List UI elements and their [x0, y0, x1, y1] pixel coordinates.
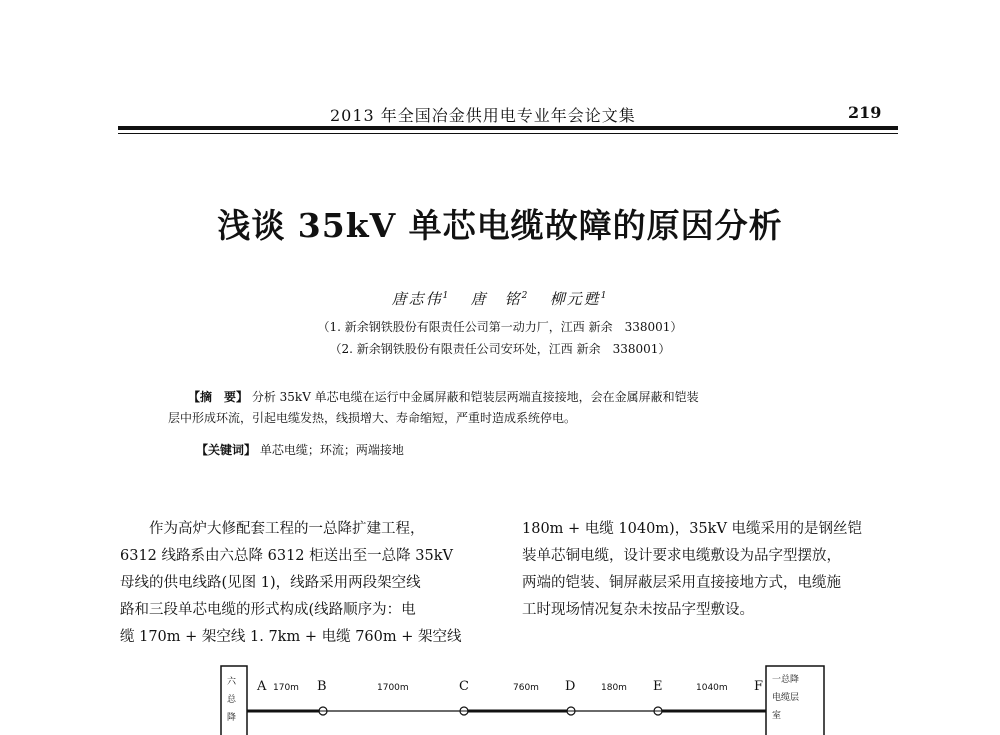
page-number: 219	[848, 103, 882, 122]
abstract-line-2: 层中形成环流，引起电缆发热，线损增大、寿命缩短，严重时造成系统停电。	[168, 411, 577, 425]
point-label-d: D	[565, 679, 576, 694]
segment-length: 760m	[513, 683, 539, 693]
point-label-b: B	[317, 679, 327, 694]
affiliation-2: （2. 新余钢铁股份有限责任公司安环处，江西 新余 338001）	[329, 342, 671, 356]
segment-length: 1700m	[377, 683, 409, 693]
body-column-left	[120, 516, 505, 651]
author-sup: 1	[442, 291, 451, 301]
body-line: 180m + 电缆 1040m)，35kV 电缆采用的是钢丝铠	[522, 521, 863, 537]
point-label-e: E	[653, 679, 663, 694]
body-line: 路和三段单芯电缆的形式构成(线路顺序为：电	[120, 602, 416, 618]
line-route-diagram	[220, 662, 828, 735]
junction-e-icon	[654, 707, 662, 715]
body-line: 6312 线路系由六总降 6312 柜送出至一总降 35kV	[120, 548, 453, 564]
right-box-label: 电缆层	[772, 693, 800, 703]
author-sup: 2	[521, 291, 530, 301]
left-box-char: 六	[227, 677, 237, 687]
paper-title: 浅谈 35kV 单芯电缆故障的原因分析	[217, 206, 783, 245]
keywords-label: 【关键词】	[196, 443, 257, 457]
author-list	[0, 288, 1000, 309]
right-box-label: 室	[772, 711, 782, 721]
right-box-label: 一总降	[772, 675, 800, 685]
keywords	[196, 441, 404, 458]
body-line: 母线的供电线路(见图 1)，线路采用两段架空线	[120, 575, 421, 591]
abstract	[168, 387, 848, 429]
header-rule-thin	[118, 133, 898, 134]
abstract-label: 【摘 要】	[188, 390, 249, 404]
segment-length: 1040m	[696, 683, 728, 693]
author-name: 唐 铭	[470, 290, 522, 308]
author-name: 柳元甦	[549, 290, 601, 308]
junction-d-icon	[567, 707, 575, 715]
author-name: 唐志伟	[391, 290, 443, 308]
left-box-char: 降	[227, 713, 237, 723]
affiliation-1: （1. 新余钢铁股份有限责任公司第一动力厂，江西 新余 338001）	[317, 320, 683, 334]
abstract-line-1: 分析 35kV 单芯电缆在运行中金属屏蔽和铠装层两端直接接地，会在金属屏蔽和铠装	[251, 390, 699, 404]
left-box-char: 总	[227, 695, 237, 705]
body-line: 装单芯铜电缆，设计要求电缆敷设为品字型摆放，	[522, 548, 841, 564]
author-sup: 1	[600, 291, 609, 301]
point-label-c: C	[459, 679, 469, 694]
body-line: 工时现场情况复杂未按品字型敷设。	[522, 602, 754, 618]
running-header: 2013 年全国冶金供用电专业年会论文集	[330, 106, 636, 125]
keywords-text: 单芯电缆；环流；两端接地	[259, 443, 404, 457]
point-label-a: A	[257, 679, 267, 694]
segment-length: 170m	[273, 683, 299, 693]
body-column-right	[522, 516, 902, 624]
header-rule-thick	[118, 126, 898, 130]
segment-length: 180m	[601, 683, 627, 693]
junction-c-icon	[460, 707, 468, 715]
junction-b-icon	[319, 707, 327, 715]
body-line: 两端的铠装、铜屏蔽层采用直接接地方式，电缆施	[522, 575, 841, 591]
body-line: 缆 170m + 架空线 1. 7km + 电缆 760m + 架空线	[120, 629, 462, 645]
body-line: 作为高炉大修配套工程的一总降扩建工程，	[149, 521, 425, 537]
point-label-f: F	[754, 679, 764, 694]
